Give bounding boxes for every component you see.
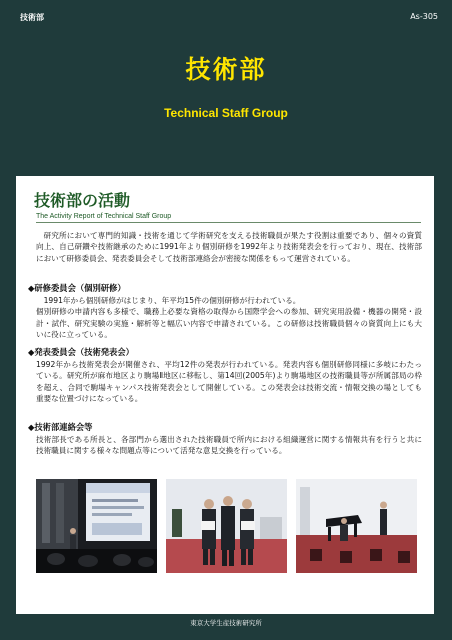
liaison-meeting-body: 技術部長である所長と、各部門から選出された技術職員で所内における組織運営に関する情報共有を行うと共に技術職員に関する様々な問題点等について活発な意見交換を行っている。 bbox=[36, 435, 422, 456]
section-title: 技術部の活動 bbox=[34, 191, 131, 210]
page-title: 技術部 bbox=[185, 55, 267, 84]
document-code: As-305 bbox=[410, 12, 438, 21]
header-banner bbox=[0, 24, 452, 174]
department-label: 技術部 bbox=[20, 13, 44, 22]
section-subtitle: The Activity Report of Technical Staff Group bbox=[36, 213, 172, 220]
presentation-committee-heading: ◆発表委員会（技術発表会） bbox=[28, 347, 134, 357]
training-committee-heading: ◆研修委員会（個別研修） bbox=[28, 283, 126, 293]
page-title-english: Technical Staff Group bbox=[164, 106, 288, 120]
training-committee-paragraph: 1991年から個別研修がはじまり、年平均15件の個別研修が行われている。 bbox=[43, 296, 301, 305]
piano-room-photo bbox=[296, 479, 417, 573]
intro-paragraph: 研究所において専門的知識・技術を通じて学術研究を支える技術職員が果たす役割は重要であり、個々の資質向上、自己研鑽や技術継承のために1991年より個別研修を1992年より技術発表会を行っており、現在、技術部において研修委員会、発表委員会そして技術部連絡会が密接な関係をもって運営されている。 bbox=[36, 231, 422, 263]
training-committee-paragraph: 個別研修の申請内容も多様で、職務上必要な資格の取得から国際学会への参加、研究実用設備・機器の開発・設計・試作、研究実験の実施・解析等と幅広い内容で申請されている。この研修は技術職員個々の資質向上にも大いに役に立っている。 bbox=[36, 307, 422, 339]
training-committee-body bbox=[36, 295, 422, 340]
award-ceremony-photo bbox=[166, 479, 287, 573]
content-panel bbox=[16, 176, 434, 614]
presentation-hall-photo bbox=[36, 479, 157, 573]
photo-strip bbox=[36, 479, 417, 573]
footer-institution: 東京大学生産技術研究所 bbox=[190, 619, 262, 627]
presentation-committee-body: 1992年から技術発表会が開催され、平均12件の発表が行われている。発表内容も個別研修同様に多岐にわたっている。研究所が麻布地区より駒場Ⅱ地区に移転し、第14回(2005年)より駒場地区の技術職員等が所属部局の枠を超え、合同で駒場キャンパス技術発表会として開催している。この発表会は技術交流・情報交換の場としても重要な位置づけになっている。 bbox=[36, 360, 422, 403]
section-divider bbox=[36, 222, 421, 223]
top-bar bbox=[0, 0, 452, 24]
liaison-meeting-heading: ◆技術部連絡会等 bbox=[28, 422, 93, 432]
